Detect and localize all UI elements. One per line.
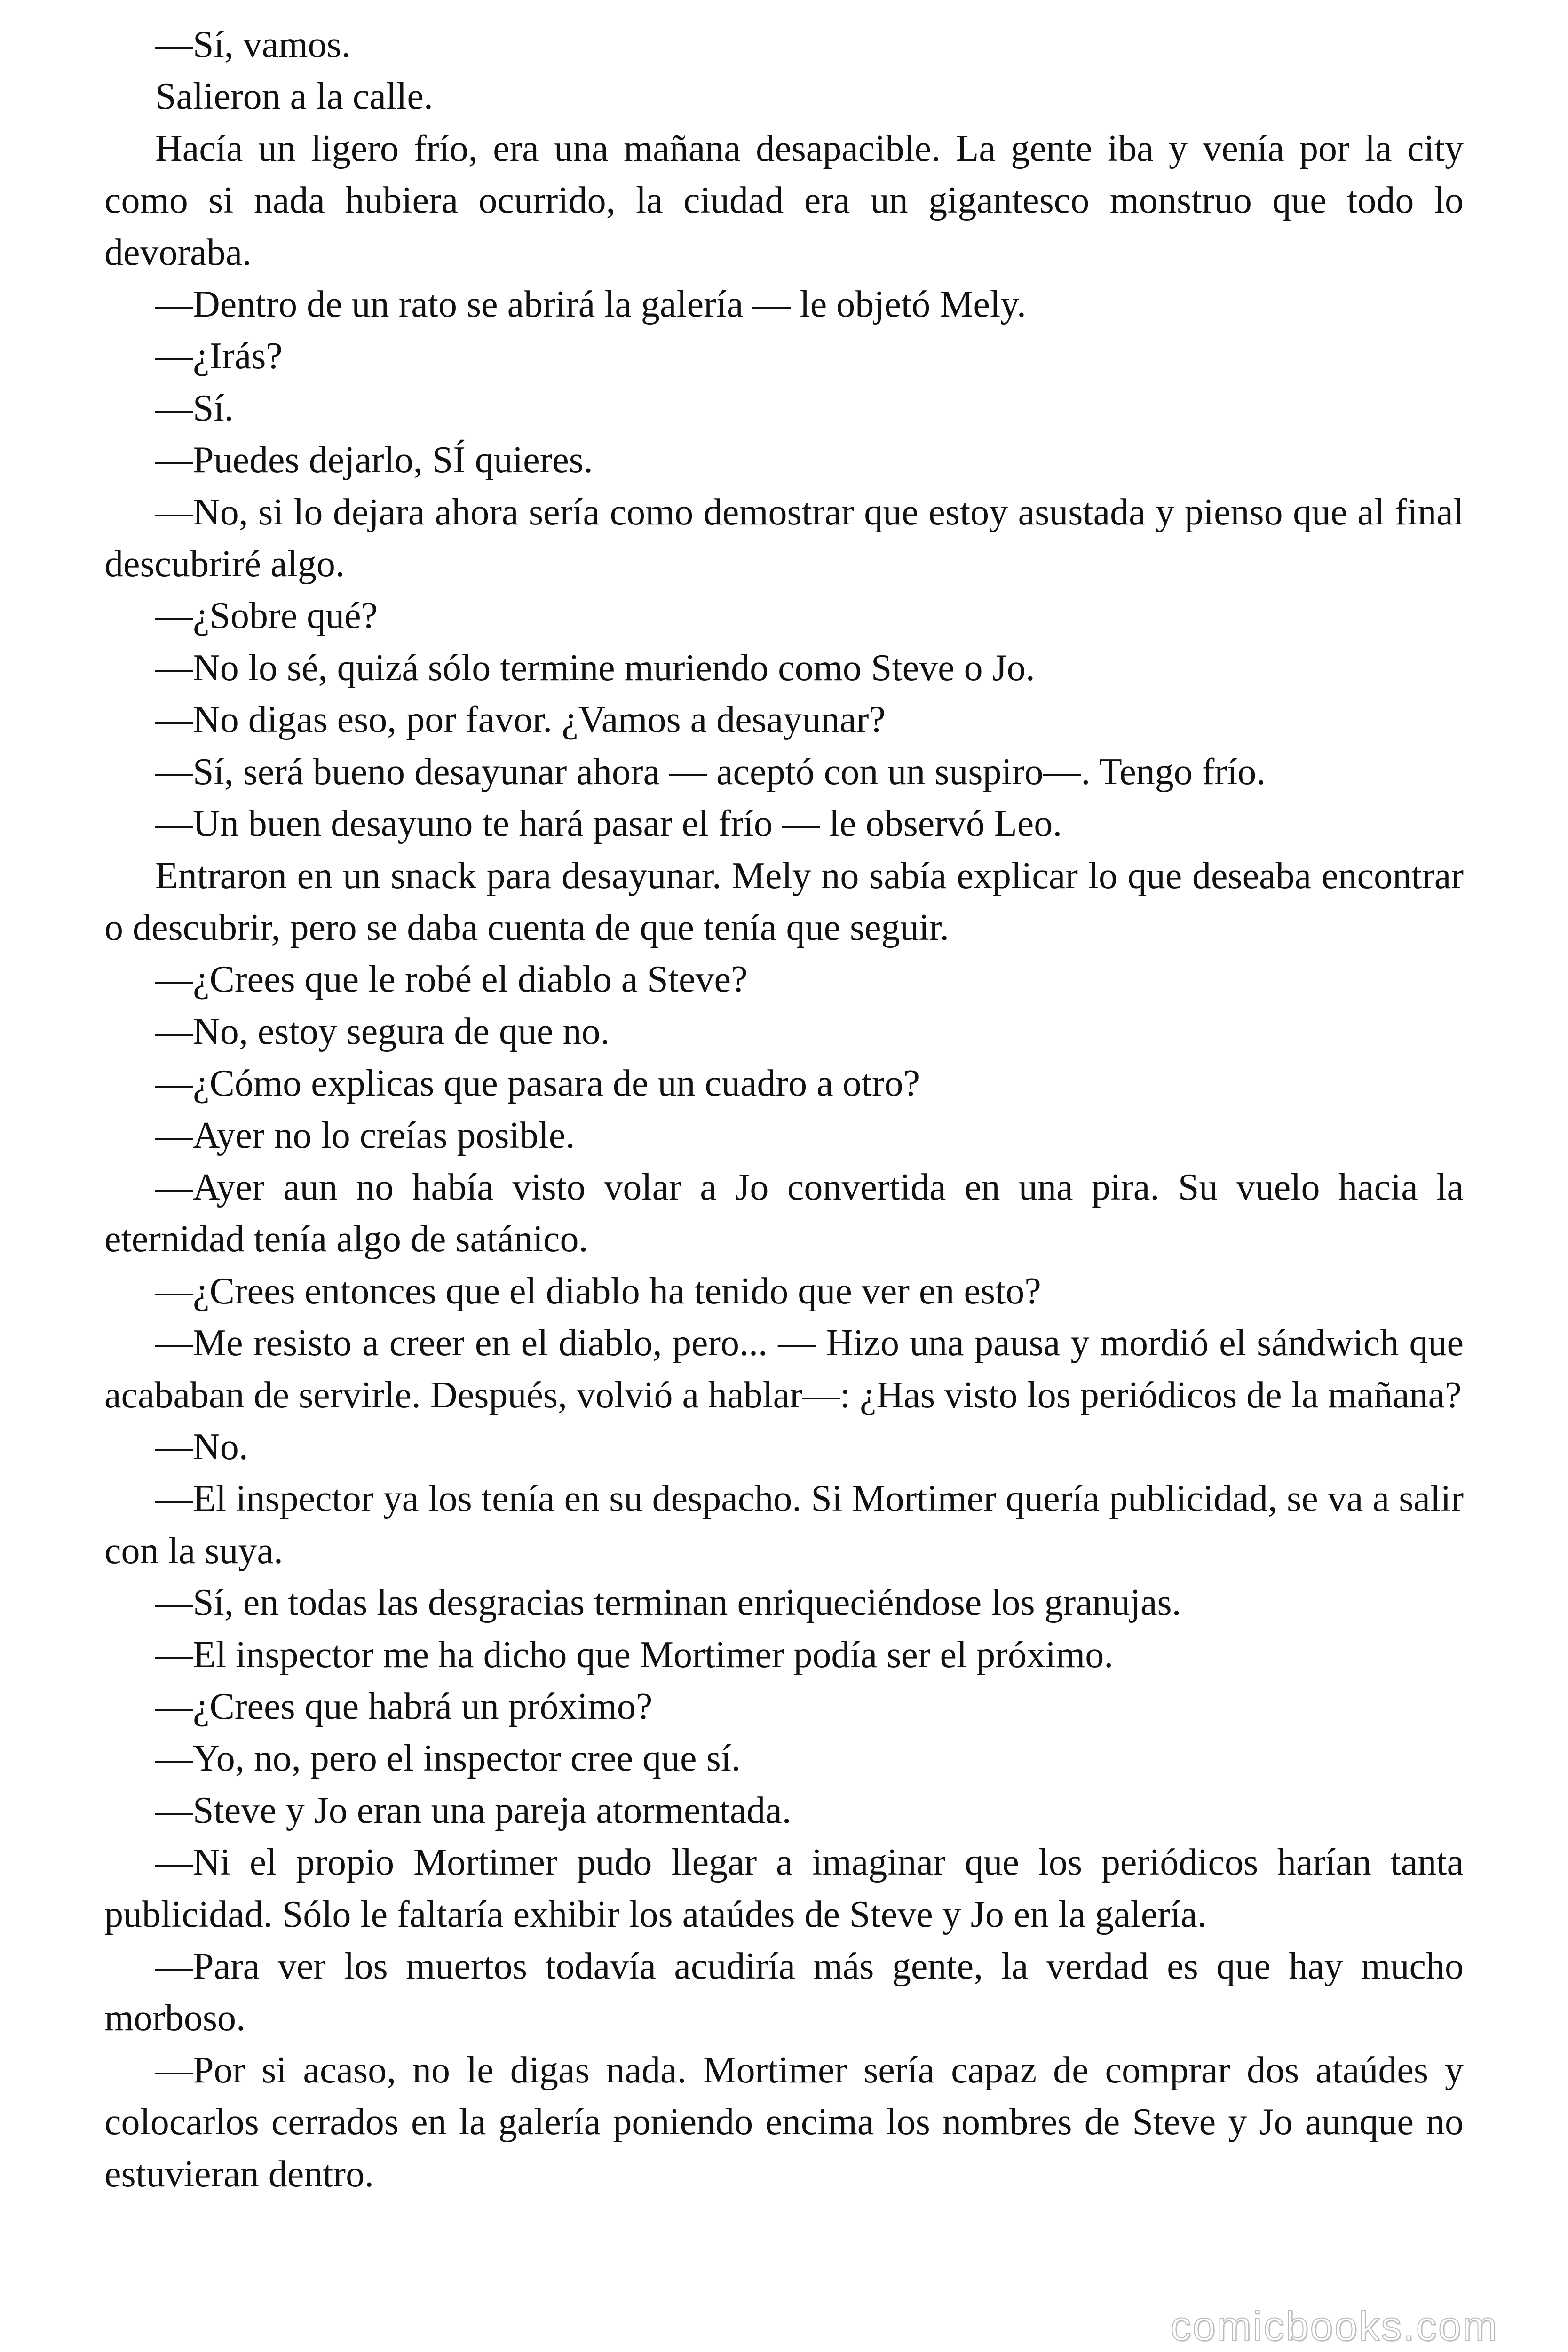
watermark: comicbooks.com <box>1170 2303 1498 2349</box>
paragraph: —Ayer no lo creías posible. <box>155 1114 575 1156</box>
paragraph: —No. <box>155 1426 248 1468</box>
paragraph: —El inspector me ha dicho que Mortimer podía ser el próximo. <box>155 1634 1114 1676</box>
paragraph: Hacía un ligero frío, era una mañana desapacible. La gente iba y venía por la city como si nada hubiera ocurrido, la ciudad era un gigantesco monstruo que todo lo devoraba. <box>104 127 1464 273</box>
paragraph: —El inspector ya los tenía en su despacho. Si Mortimer quería publicidad, se va a salir con la suya. <box>104 1478 1464 1572</box>
paragraph: —Puedes dejarlo, SÍ quieres. <box>155 439 593 481</box>
page-text <box>104 19 1464 2200</box>
paragraph: —Steve y Jo eran una pareja atormentada. <box>155 1789 792 1831</box>
paragraph: —Sí. <box>155 387 234 429</box>
paragraph: —Me resisto a creer en el diablo, pero... — Hizo una pausa y mordió el sándwich que acababan de servirle. Después, volvió a hablar—: ¿Has visto los periódicos de la mañana? <box>104 1322 1464 1416</box>
paragraph: —Ni el propio Mortimer pudo llegar a imaginar que los periódicos harían tanta publicidad. Sólo le faltaría exhibir los ataúdes de Steve y Jo en la galería. <box>104 1842 1464 1935</box>
paragraph: —Ayer aun no había visto volar a Jo convertida en una pira. Su vuelo hacia la eternidad tenía algo de satánico. <box>104 1166 1464 1260</box>
paragraph: —No, si lo dejara ahora sería como demostrar que estoy asustada y pienso que al final descubriré algo. <box>104 491 1464 585</box>
paragraph: —Sí, vamos. <box>155 24 351 65</box>
paragraph: —No, estoy segura de que no. <box>155 1010 610 1052</box>
paragraph: —Dentro de un rato se abrirá la galería — le objetó Mely. <box>155 284 1026 326</box>
paragraph: —Para ver los muertos todavía acudiría más gente, la verdad es que hay mucho morboso. <box>104 1946 1464 2039</box>
paragraph: —No digas eso, por favor. ¿Vamos a desayunar? <box>155 699 886 741</box>
paragraph: —Por si acaso, no le digas nada. Mortimer sería capaz de comprar dos ataúdes y colocarlos cerrados en la galería poniendo encima los nombres de Steve y Jo aunque no estuvieran dentro. <box>104 2049 1464 2195</box>
paragraph: Entraron en un snack para desayunar. Mely no sabía explicar lo que deseaba encontrar o descubrir, pero se daba cuenta de que tenía que seguir. <box>104 855 1464 948</box>
paragraph: —Sí, en todas las desgracias terminan enriqueciéndose los granujas. <box>155 1582 1181 1624</box>
paragraph: —No lo sé, quizá sólo termine muriendo como Steve o Jo. <box>155 647 1035 689</box>
paragraph: —Yo, no, pero el inspector cree que sí. <box>155 1738 741 1780</box>
paragraph: Salieron a la calle. <box>155 76 433 118</box>
paragraph: —¿Crees entonces que el diablo ha tenido que ver en esto? <box>155 1270 1041 1312</box>
paragraph: —¿Irás? <box>155 335 283 377</box>
paragraph: —Un buen desayuno te hará pasar el frío — le observó Leo. <box>155 803 1062 845</box>
paragraph: —¿Sobre qué? <box>155 595 378 637</box>
paragraph: —Sí, será bueno desayunar ahora — aceptó con un suspiro—. Tengo frío. <box>155 751 1266 793</box>
paragraph: —¿Crees que habrá un próximo? <box>155 1686 653 1727</box>
paragraph: —¿Cómo explicas que pasara de un cuadro a otro? <box>155 1063 920 1104</box>
paragraph: —¿Crees que le robé el diablo a Steve? <box>155 959 748 1001</box>
